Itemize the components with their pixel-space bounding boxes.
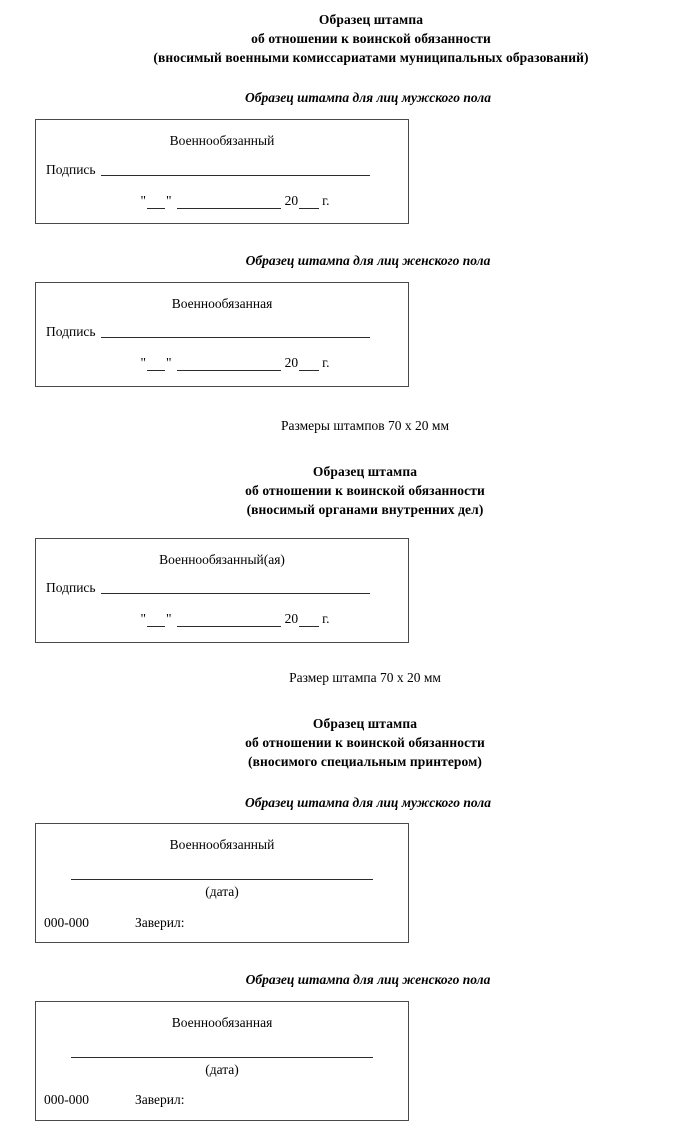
section-2-heading — [0, 462, 700, 519]
date-day-blank — [147, 370, 165, 371]
stamp-box-military-male — [35, 119, 409, 224]
stamp-title: Военнообязанный(ая) — [159, 551, 285, 567]
section-3-heading-line-3: (вносимого специальным принтером) — [247, 754, 483, 770]
spacer — [0, 772, 700, 794]
date-year-blank — [299, 626, 319, 627]
date-caption: (дата) — [205, 1061, 239, 1077]
section-1-heading-line-1: Образец штампа — [318, 12, 424, 27]
date-quote-open: " — [140, 355, 147, 371]
verify-row — [36, 916, 408, 931]
spacer — [0, 643, 700, 669]
spacer — [0, 67, 700, 89]
date-quote-close: " — [166, 611, 172, 627]
date-month-blank — [177, 626, 281, 627]
signature-rule — [101, 175, 370, 176]
date-month-blank — [177, 370, 281, 371]
date-year-prefix: 20 — [284, 355, 299, 371]
signature-row — [36, 163, 408, 178]
signature-label: Подпись — [46, 161, 96, 177]
date-year-suffix: г. — [322, 192, 330, 208]
section-2-heading-line-1: Образец штампа — [312, 464, 418, 480]
stamp-title: Военнообязанная — [171, 1014, 273, 1030]
spacer — [0, 811, 700, 823]
section-2-size-note: Размер штампа 70 x 20 мм — [289, 669, 441, 685]
section-1-size-note: Размеры штампов 70 x 20 мм — [280, 417, 450, 433]
date-day-blank — [147, 208, 165, 209]
signature-row — [36, 581, 408, 596]
signature-label: Подпись — [46, 580, 96, 596]
spacer — [0, 989, 700, 1001]
stamp-box-printer-male — [35, 823, 409, 943]
signature-rule — [101, 337, 370, 338]
stamp-code: 000-000 — [44, 914, 89, 930]
date-quote-open: " — [140, 611, 147, 627]
spacer — [0, 107, 700, 119]
section-1-male-subheading: Образец штампа для лиц мужского пола — [245, 90, 491, 106]
section-1-heading-line-3: (вносимый военными комиссариатами муниципальных образований) — [153, 50, 589, 66]
date-rule — [71, 1057, 373, 1058]
spacer — [0, 270, 700, 282]
date-row — [36, 194, 408, 209]
spacer — [0, 434, 700, 462]
date-year-prefix: 20 — [284, 192, 299, 208]
top-spacer — [0, 0, 700, 10]
signature-rule — [101, 593, 370, 594]
date-year-suffix: г. — [322, 611, 330, 627]
signature-label: Подпись — [46, 324, 96, 340]
date-quote-close: " — [166, 355, 172, 371]
section-3-heading — [0, 714, 700, 771]
stamp-title: Военнообязанный — [169, 133, 275, 149]
spacer — [0, 520, 700, 538]
section-2-heading-line-2: об отношении к воинской обязанности — [245, 483, 485, 499]
date-quote-open: " — [140, 192, 147, 208]
date-year-suffix: г. — [322, 355, 330, 371]
spacer — [0, 224, 700, 252]
stamp-title: Военнообязанный — [169, 837, 275, 853]
date-year-blank — [299, 208, 319, 209]
stamp-title: Военнообязанная — [171, 295, 273, 311]
section-1-female-subheading: Образец штампа для лиц женского пола — [245, 253, 491, 269]
section-1-heading-line-2: об отношении к воинской обязанности — [251, 31, 491, 47]
section-2-heading-line-3: (вносимый органами внутренних дел) — [246, 502, 484, 518]
date-quote-close: " — [166, 192, 172, 208]
signature-row — [36, 325, 408, 340]
verify-label: Заверил: — [135, 1092, 185, 1108]
date-month-blank — [177, 208, 281, 209]
section-3-male-subheading: Образец штампа для лиц мужского пола — [245, 794, 491, 810]
section-3-female-subheading: Образец штампа для лиц женского пола — [245, 972, 491, 988]
date-year-prefix: 20 — [284, 611, 299, 627]
spacer — [0, 686, 700, 714]
verify-row — [36, 1093, 408, 1108]
stamp-code: 000-000 — [44, 1092, 89, 1108]
date-day-blank — [147, 626, 165, 627]
stamp-box-police-unisex — [35, 538, 409, 643]
stamp-box-printer-female — [35, 1001, 409, 1121]
spacer — [0, 943, 700, 971]
date-year-blank — [299, 370, 319, 371]
verify-label: Заверил: — [135, 914, 185, 930]
stamp-box-military-female — [35, 282, 409, 387]
date-caption: (дата) — [205, 883, 239, 899]
date-rule — [71, 879, 373, 880]
spacer — [0, 387, 700, 417]
section-3-heading-line-1: Образец штампа — [312, 716, 418, 732]
section-1-heading — [0, 10, 700, 67]
section-3-heading-line-2: об отношении к воинской обязанности — [245, 735, 485, 751]
date-row — [36, 612, 408, 627]
date-row — [36, 356, 408, 371]
